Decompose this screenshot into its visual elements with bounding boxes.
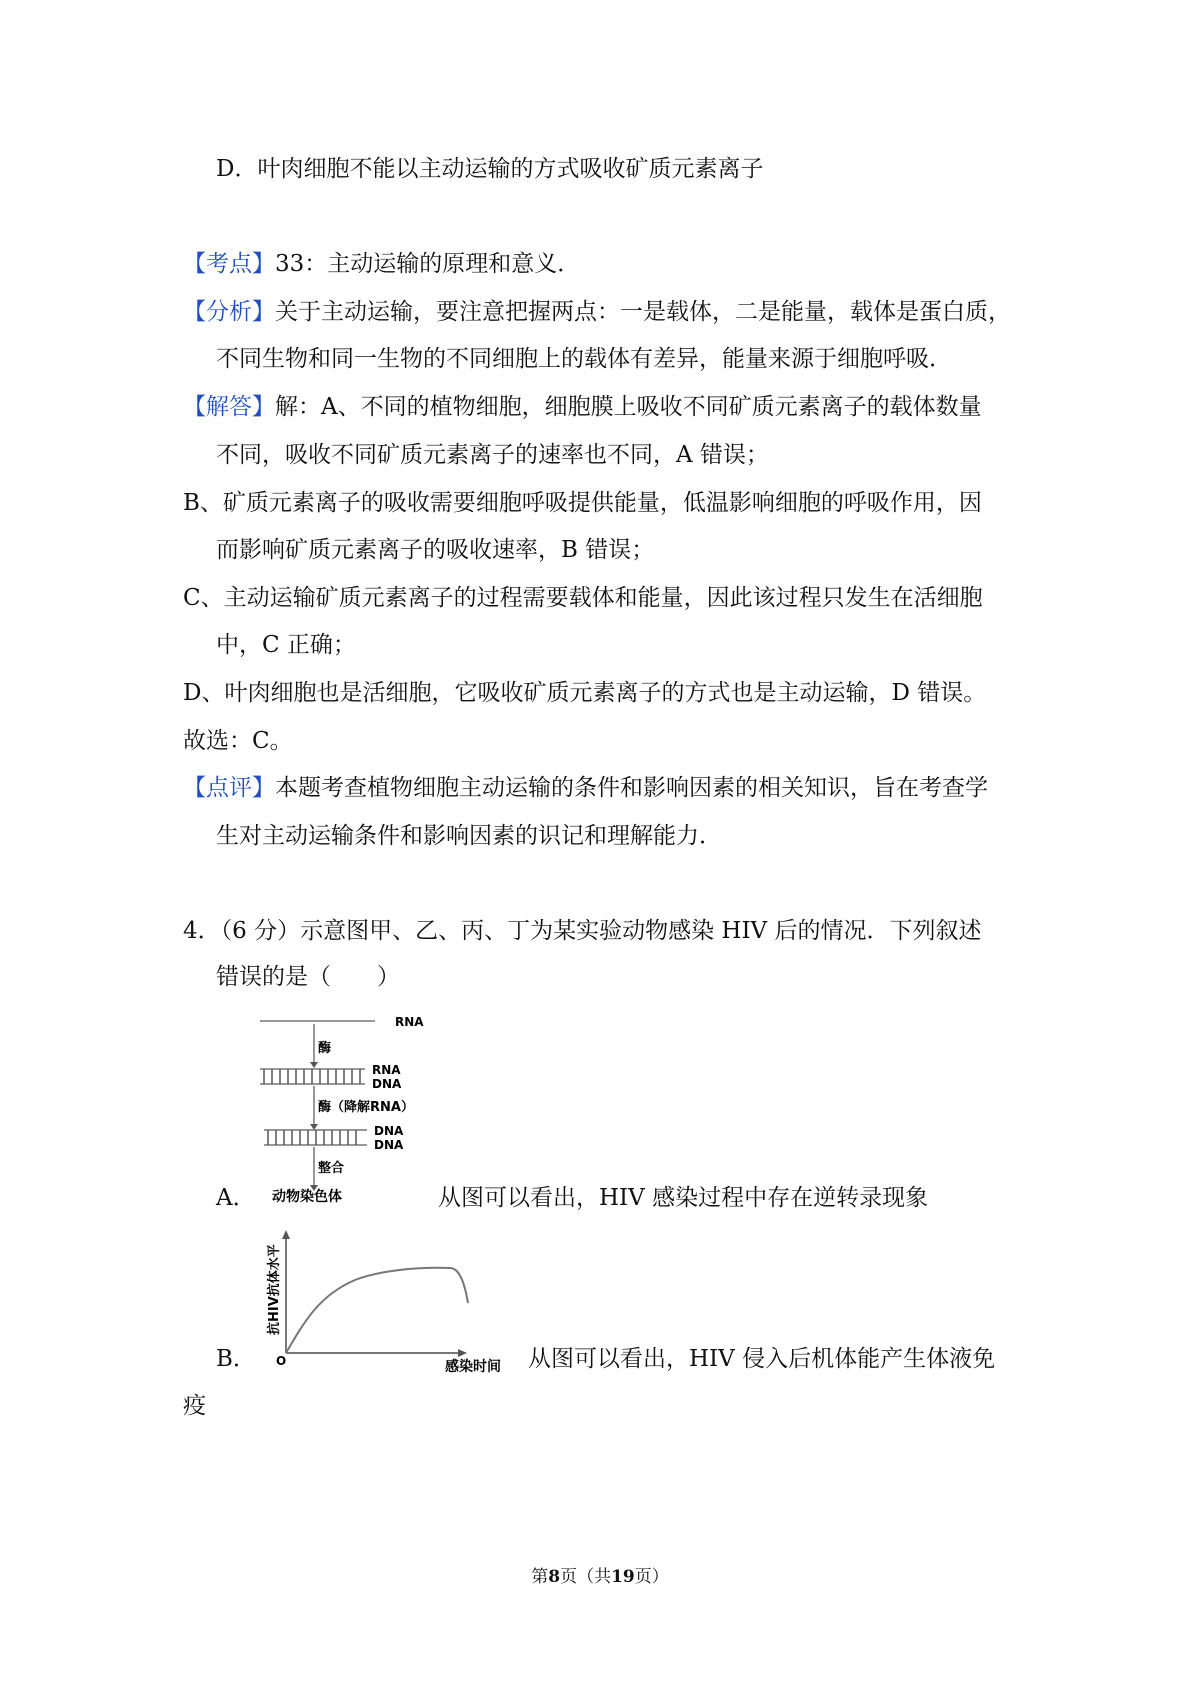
dianping (183, 773, 988, 803)
jieda-tag: 【解答】 (183, 394, 275, 420)
dianping-line2: 生对主动运输条件和影响因素的识记和理解能力． (216, 823, 722, 849)
kaodian-tag: 【考点】 (183, 251, 275, 277)
kaodian-text: 33：主动运输的原理和意义． (275, 251, 581, 277)
kaodian (183, 249, 580, 279)
option-d-previous: D．叶肉细胞不能以主动运输的方式吸收矿质元素离子 (216, 156, 764, 182)
label-dna-1: DNA (372, 1077, 402, 1091)
jieda-c2: 中，C 正确； (216, 632, 356, 658)
label-animal-chromosome: 动物染色体 (272, 1189, 342, 1205)
fenxi (183, 297, 1011, 327)
dianping-line1: 本题考查植物细胞主动运输的条件和影响因素的相关知识，旨在考查学 (275, 775, 988, 801)
jieda-b2: 而影响矿质元素离子的吸收速率，B 错误； (216, 537, 655, 563)
footer-mid: 页（共 (560, 1567, 612, 1587)
option-a-text: 从图可以看出，HIV 感染过程中存在逆转录现象 (438, 1185, 929, 1211)
option-b-label: B． (216, 1346, 256, 1372)
jieda-d1: D、叶肉细胞也是活细胞，它吸收矿质元素离子的方式也是主动运输，D 错误。 (183, 680, 987, 706)
label-dna-2: DNA (374, 1124, 404, 1138)
label-integrate: 整合 (318, 1161, 345, 1176)
fenxi-line1: 关于主动运输，要注意把握两点：一是载体，二是能量，载体是蛋白质， (275, 299, 1011, 325)
y-axis-label: 抗HIV抗体水平 (267, 1244, 282, 1335)
jieda-line1: 解：A、不同的植物细胞，细胞膜上吸收不同矿质元素离子的载体数量 (275, 394, 982, 420)
x-axis-label: 感染时间 (445, 1359, 501, 1375)
label-dna-3: DNA (374, 1138, 404, 1152)
option-b-continued: 疫 (183, 1393, 206, 1419)
label-rna-2: RNA (372, 1063, 401, 1077)
option-a-label: A． (216, 1185, 256, 1211)
option-b-text: 从图可以看出，HIV 侵入后机体能产生体液免 (528, 1346, 996, 1372)
fenxi-tag: 【分析】 (183, 299, 275, 325)
page-footer (0, 1562, 1200, 1587)
hiv-reverse-transcription-diagram (250, 1010, 450, 1210)
question-4-line2: 错误的是（ ） (216, 964, 400, 990)
dianping-tag: 【点评】 (183, 775, 275, 801)
jieda (183, 392, 982, 422)
question-4-line1: 4．（6 分）示意图甲、乙、丙、丁为某实验动物感染 HIV 后的情况．下列叙述 (183, 918, 982, 944)
jieda-line2: 不同，吸收不同矿质元素离子的速率也不同，A 错误； (216, 442, 769, 468)
antibody-level-graph (250, 1225, 530, 1375)
label-rna: RNA (395, 1015, 424, 1029)
footer-post: 页） (634, 1567, 669, 1587)
fenxi-line2: 不同生物和同一生物的不同细胞上的载体有差异，能量来源于细胞呼吸． (216, 346, 952, 372)
label-enzyme: 酶 (318, 1041, 332, 1056)
origin-label: O (276, 1354, 287, 1368)
jieda-b1: B、矿质元素离子的吸收需要细胞呼吸提供能量，低温影响细胞的呼吸作用，因 (183, 490, 982, 516)
footer-page-number: 8 (548, 1567, 561, 1587)
jieda-c1: C、主动运输矿质元素离子的过程需要载体和能量，因此该过程只发生在活细胞 (183, 585, 983, 611)
footer-total-pages: 19 (611, 1567, 635, 1587)
jieda-choice: 故选：C。 (183, 728, 293, 754)
label-enzyme-degrade-rna: 酶（降解RNA） (318, 1100, 414, 1115)
footer-pre: 第 (531, 1567, 549, 1587)
